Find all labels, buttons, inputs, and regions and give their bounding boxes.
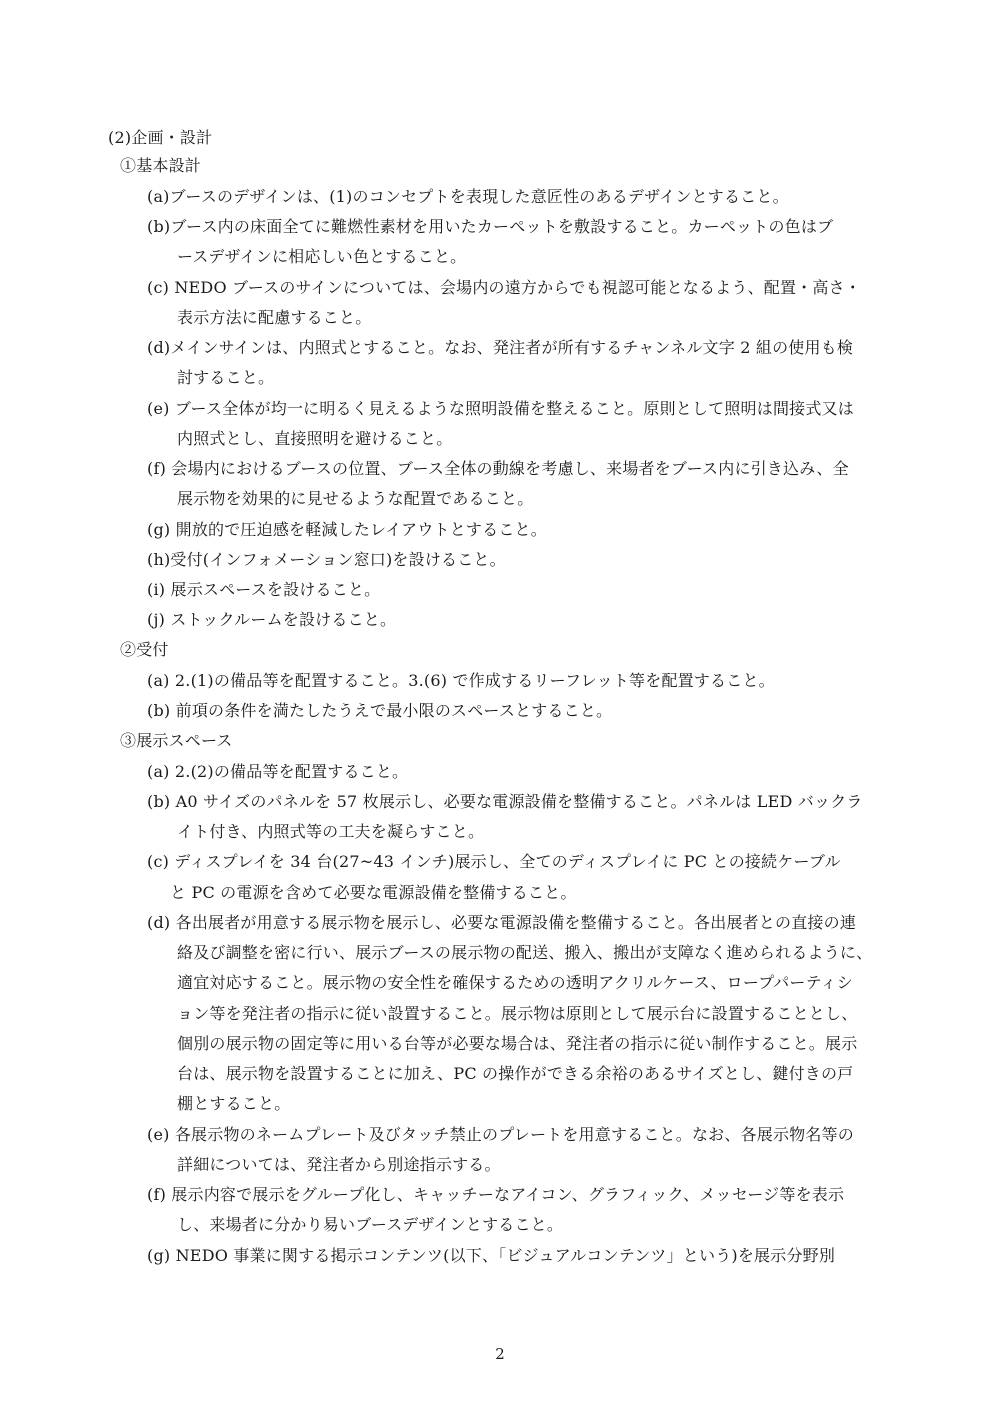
basic-design-item-e: (e) ブース全体が均一に明るく見えるような照明設備を整えること。原則として照明は間接式又は	[147, 399, 854, 418]
exhibition-item-e: (e) 各展示物のネームプレート及びタッチ禁止のプレートを用意すること。なお、各展示物名等の	[147, 1125, 854, 1144]
exhibition-item-b-continued: イト付き、内照式等の工夫を凝らすこと。	[177, 822, 485, 841]
page-number: 2	[495, 1345, 505, 1363]
basic-design-item-h: (h)受付(インフォメーション窓口)を設けること。	[147, 550, 506, 569]
reception-item-b: (b) 前項の条件を満たしたうえで最小限のスペースとすること。	[147, 701, 613, 720]
exhibition-item-d-line-4: ョン等を発注者の指示に従い設置すること。展示物は原則として展示台に設置することとし、	[177, 1004, 858, 1023]
subsection-heading-reception: ②受付	[120, 640, 169, 659]
subsection-heading-basic-design: ①基本設計	[120, 156, 202, 175]
basic-design-item-d-continued: 討すること。	[177, 368, 275, 387]
reception-item-a: (a) 2.(1)の備品等を配置すること。3.(6) で作成するリーフレット等を配置すること。	[147, 671, 775, 690]
basic-design-item-f-continued: 展示物を効果的に見せるような配置であること。	[177, 489, 534, 508]
basic-design-item-b-continued: ースデザインに相応しい色とすること。	[177, 247, 467, 266]
exhibition-item-f-continued: し、来場者に分かり易いブースデザインとすること。	[177, 1215, 564, 1234]
exhibition-item-c-continued: と PC の電源を含めて必要な電源設備を整備すること。	[170, 883, 577, 902]
exhibition-item-c: (c) ディスプレイを 34 台(27~43 インチ)展示し、全てのディスプレイに PC との接続ケーブル	[147, 852, 841, 871]
basic-design-item-c-continued: 表示方法に配慮すること。	[177, 308, 372, 327]
basic-design-item-f: (f) 会場内におけるブースの位置、ブース全体の動線を考慮し、来場者をブース内に引き込み、全	[147, 459, 849, 478]
basic-design-item-c: (c) NEDO ブースのサインについては、会場内の遠方からでも視認可能となるよう、配置・高さ・	[147, 278, 861, 297]
exhibition-item-d-line-2: 絡及び調整を密に行い、展示ブースの展示物の配送、搬入、搬出が支障なく進められるように、	[177, 943, 873, 962]
exhibition-item-f: (f) 展示内容で展示をグループ化し、キャッチーなアイコン、グラフィック、メッセージ等を表示	[147, 1185, 845, 1204]
subsection-heading-exhibition: ③展示スペース	[120, 731, 233, 750]
exhibition-item-d-line-5: 個別の展示物の固定等に用いる台等が必要な場合は、発注者の指示に従い制作すること。展示	[177, 1034, 858, 1053]
basic-design-item-e-continued: 内照式とし、直接照明を避けること。	[177, 429, 453, 448]
exhibition-item-d-line-6: 台は、展示物を設置することに加え、PC の操作ができる余裕のあるサイズとし、鍵付きの戸	[177, 1064, 854, 1083]
exhibition-item-e-continued: 詳細については、発注者から別途指示する。	[177, 1155, 501, 1174]
basic-design-item-a: (a)ブースのデザインは、(1)のコンセプトを表現した意匠性のあるデザインとすること。	[147, 187, 789, 206]
basic-design-item-j: (j) ストックルームを設けること。	[147, 610, 397, 629]
basic-design-item-d: (d)メインサインは、内照式とすること。なお、発注者が所有するチャンネル文字 2 組の使用も検	[147, 338, 854, 357]
exhibition-item-d-line-3: 適宜対応すること。展示物の安全性を確保するための透明アクリルケース、ロープパーティシ	[177, 973, 853, 992]
section-heading: (2)企画・設計	[108, 128, 213, 147]
exhibition-item-a: (a) 2.(2)の備品等を配置すること。	[147, 762, 409, 781]
exhibition-item-g: (g) NEDO 事業に関する掲示コンテンツ(以下、「ビジュアルコンテンツ」という)を展示分野別	[147, 1246, 836, 1265]
basic-design-item-b: (b)ブース内の床面全てに難燃性素材を用いたカーペットを敷設すること。カーペットの色はブ	[147, 217, 834, 236]
basic-design-item-i: (i) 展示スペースを設けること。	[147, 580, 381, 599]
exhibition-item-d: (d) 各出展者が用意する展示物を展示し、必要な電源設備を整備すること。各出展者との直接の連	[147, 913, 857, 932]
exhibition-item-b: (b) A0 サイズのパネルを 57 枚展示し、必要な電源設備を整備すること。パネルは LED バックラ	[147, 792, 863, 811]
exhibition-item-d-line-7: 棚とすること。	[177, 1094, 291, 1113]
basic-design-item-g: (g) 開放的で圧迫感を軽減したレイアウトとすること。	[147, 520, 547, 539]
